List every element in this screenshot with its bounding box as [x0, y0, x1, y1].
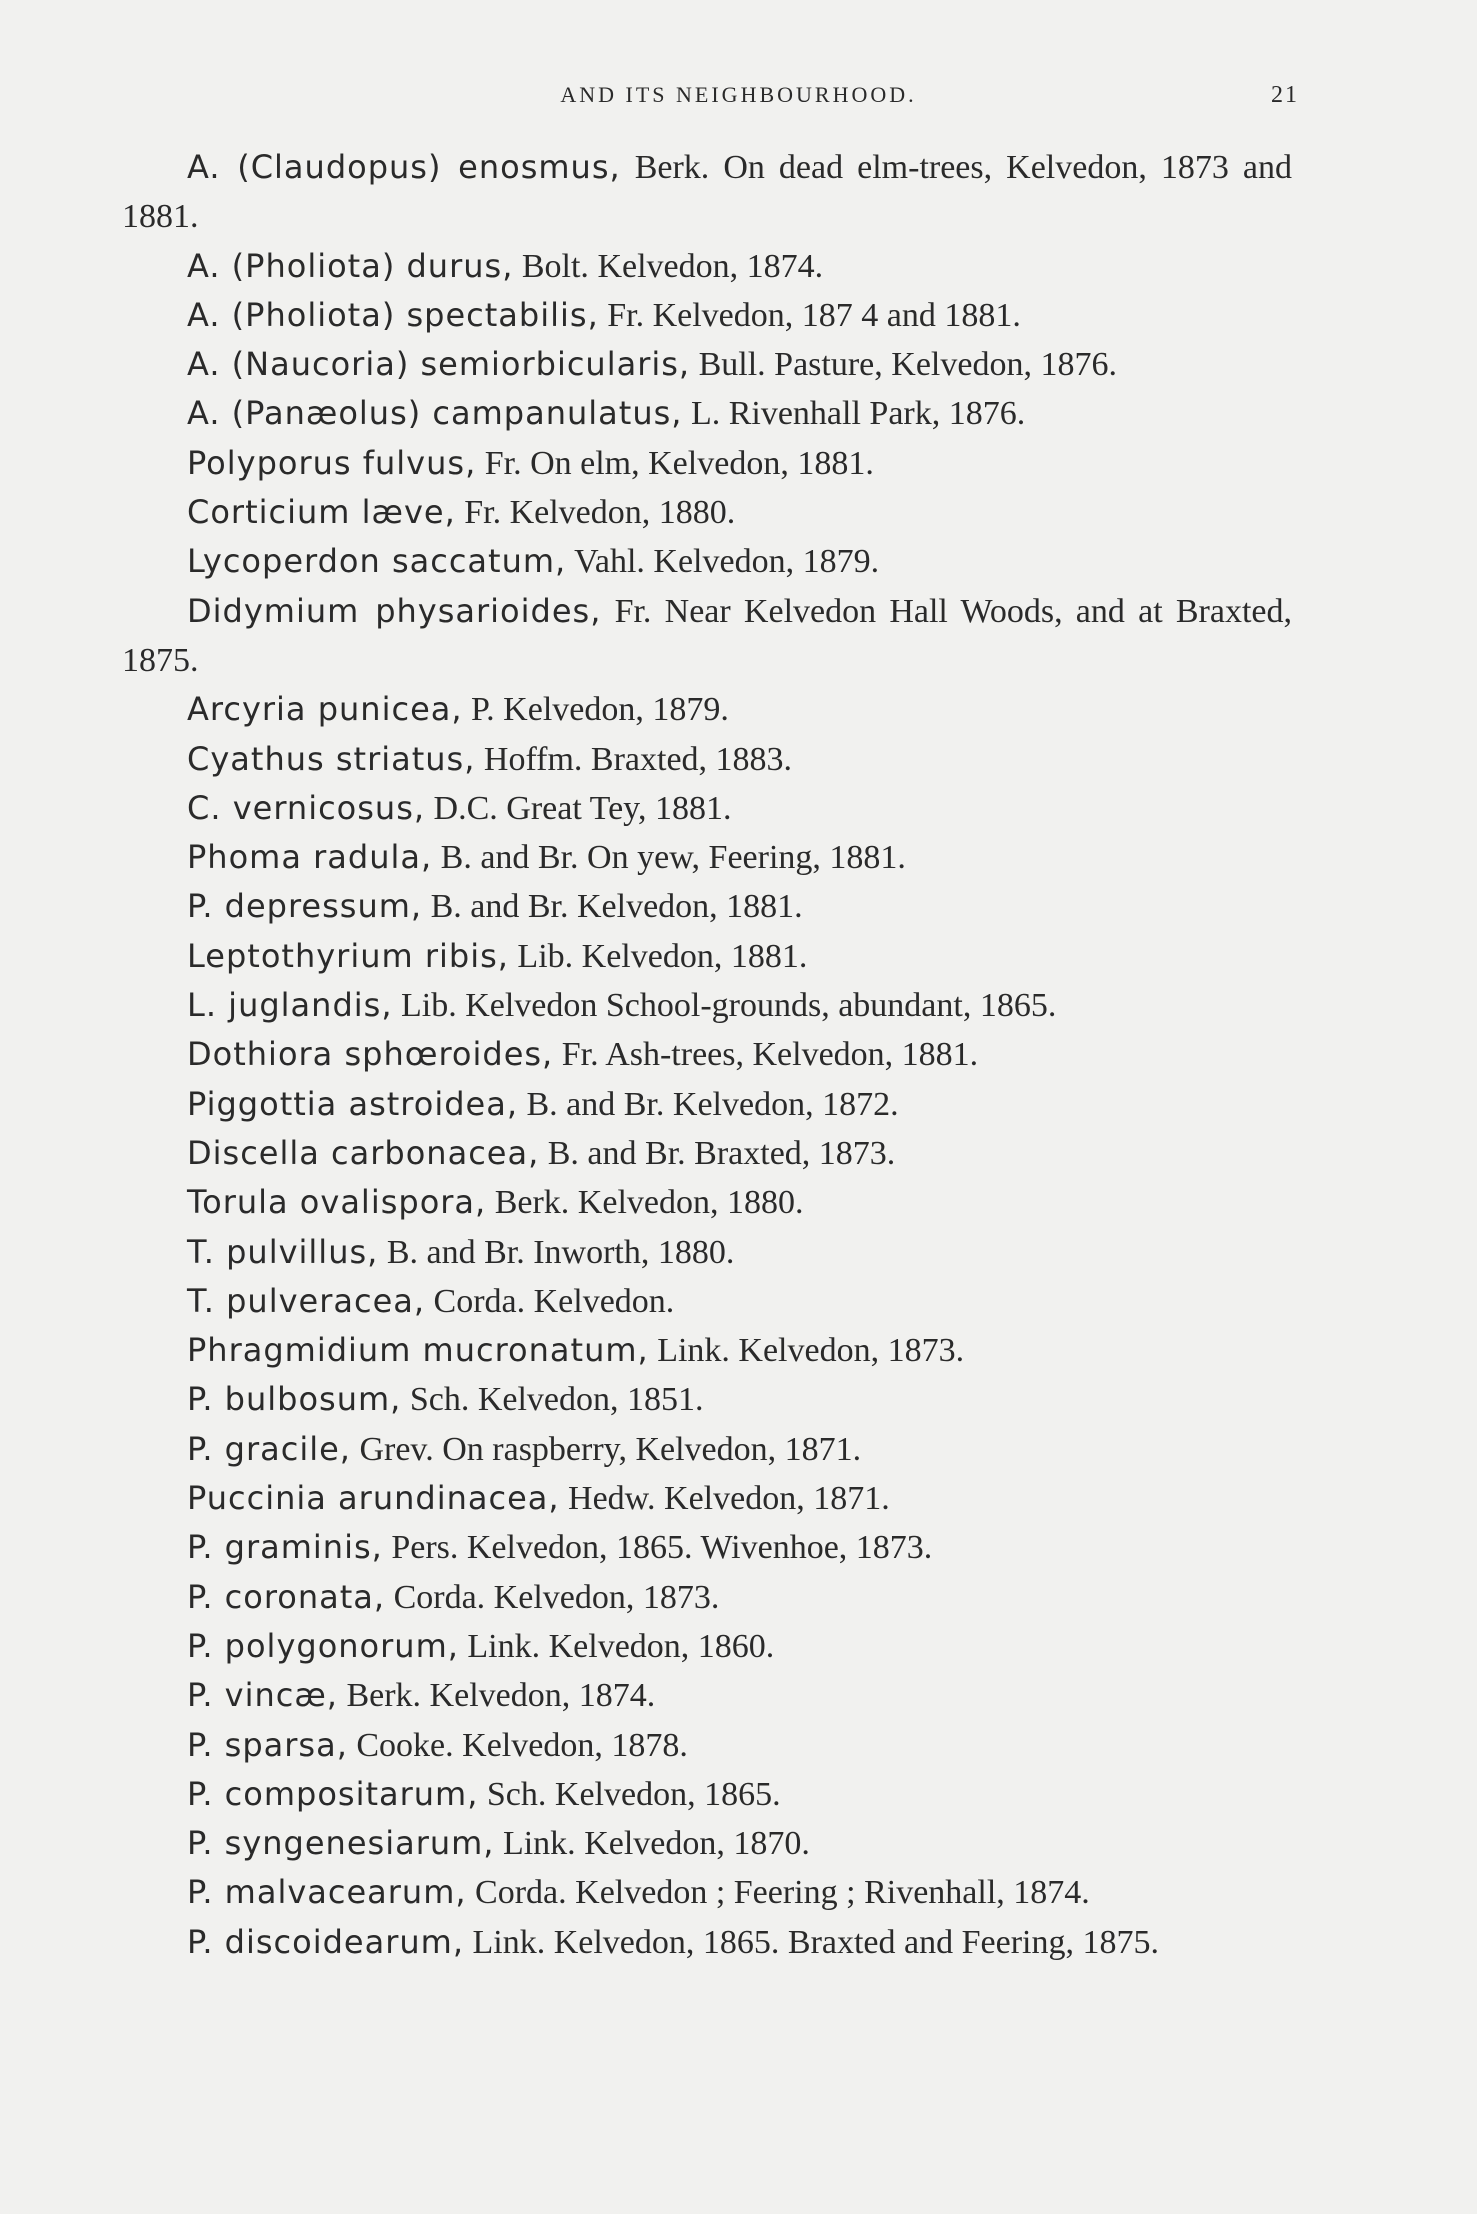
species-authority: Lib. — [508, 937, 574, 975]
species-entry — [122, 340, 1292, 389]
species-entry — [122, 1573, 1292, 1622]
species-name: P. vincæ, — [187, 1676, 338, 1715]
species-name: C. vernicosus, — [187, 788, 426, 827]
species-locality-note: Rivenhall Park, 1876. — [720, 395, 1026, 433]
species-locality-note: Kelvedon ; Feering ; Rivenhall, 1874. — [566, 1874, 1090, 1912]
species-name: P. bulbosum, — [187, 1380, 402, 1419]
species-entry — [122, 488, 1292, 537]
species-entry — [122, 242, 1292, 291]
species-locality-note: Kelvedon, 187 4 and 1881. — [644, 296, 1021, 334]
species-name: Arcyria punicea, — [187, 690, 463, 729]
species-locality-note: Kelvedon, 1879. — [644, 543, 880, 581]
species-authority: Sch. — [478, 1775, 547, 1813]
species-locality-note: Kelvedon, 1865. Braxted and Feering, 1875. — [545, 1923, 1159, 1961]
species-authority: Link. — [648, 1332, 730, 1370]
species-authority: Fr. — [553, 1036, 599, 1074]
species-entry — [122, 1326, 1292, 1375]
species-entry — [122, 981, 1292, 1030]
species-name: Phragmidium mucronatum, — [187, 1331, 649, 1370]
species-locality-note: Kelvedon, 1865. Wivenhoe, 1873. — [458, 1529, 933, 1567]
species-authority: Bull. — [690, 346, 766, 384]
species-name: Discella carbonacea, — [187, 1133, 540, 1172]
species-name: A. (Pholiota) durus, — [187, 246, 514, 285]
species-name: Polyporus fulvus, — [187, 443, 477, 482]
species-entry — [122, 143, 1292, 242]
species-locality-note: Kelvedon. — [525, 1282, 675, 1320]
species-locality-note: Braxted, 1883. — [582, 740, 793, 778]
species-name: Puccinia arundinacea, — [187, 1479, 560, 1518]
species-name: P. malvacearum, — [187, 1873, 467, 1912]
species-name: P. graminis, — [187, 1528, 383, 1567]
species-entry — [122, 537, 1292, 586]
species-authority: B. and Br. — [378, 1233, 525, 1271]
species-locality-note: Kelvedon, 1879. — [494, 691, 729, 729]
running-head — [0, 82, 1477, 118]
species-entry — [122, 1228, 1292, 1277]
species-locality-note: Kelvedon, 1872. — [664, 1085, 899, 1123]
species-entry — [122, 439, 1292, 488]
species-name: P. polygonorum, — [187, 1626, 459, 1665]
species-name: Dothiora sphœroides, — [187, 1035, 554, 1074]
species-locality-note: Kelvedon, 1874. — [421, 1677, 656, 1715]
species-entry — [122, 1819, 1292, 1868]
species-entry — [122, 1868, 1292, 1917]
species-authority: Cooke. — [347, 1726, 454, 1764]
species-locality-note: Kelvedon, 1881. — [573, 937, 808, 975]
species-entry — [122, 1918, 1292, 1967]
species-name: Piggottia astroidea, — [187, 1084, 518, 1123]
species-name: P. sparsa, — [187, 1725, 348, 1764]
species-name: Cyathus striatus, — [187, 739, 476, 778]
species-authority: Sch. — [401, 1381, 470, 1419]
species-authority: Hedw. — [559, 1480, 656, 1518]
species-locality-note: Pasture, Kelvedon, 1876. — [765, 346, 1117, 384]
species-locality-note: Near Kelvedon Hall Woods, and at Braxted, 1875. — [122, 592, 1292, 679]
species-locality-note: On dead elm-trees, Kelvedon, 1873 and 1881. — [122, 149, 1293, 236]
species-name: Phoma radula, — [187, 838, 433, 877]
species-locality-note: On elm, Kelvedon, 1881. — [521, 444, 874, 482]
species-entry — [122, 932, 1292, 981]
species-locality-note: Kelvedon, 1880. — [569, 1184, 804, 1222]
species-authority: L. — [682, 395, 721, 433]
species-authority: Fr. — [455, 494, 502, 532]
species-authority: Corda. — [466, 1874, 567, 1912]
species-name: A. (Claudopus) enosmus, — [187, 148, 621, 186]
species-name: Corticium læve, — [187, 493, 456, 532]
species-locality-note: Ash-trees, Kelvedon, 1881. — [598, 1036, 979, 1074]
species-entry — [122, 833, 1292, 882]
species-locality-note: Kelvedon, 1873. — [485, 1578, 720, 1616]
species-authority: Bolt. — [513, 247, 589, 285]
species-name: Torula ovalispora, — [187, 1183, 487, 1222]
species-authority: Corda. — [425, 1282, 526, 1320]
species-authority: Corda. — [385, 1578, 486, 1616]
species-name: A. (Panæolus) campanulatus, — [187, 394, 683, 433]
species-locality-note: Kelvedon, 1873. — [729, 1332, 965, 1370]
species-entry — [122, 1277, 1292, 1326]
species-authority: B. and Br. — [539, 1134, 686, 1172]
species-entry — [122, 1721, 1292, 1770]
species-entry — [122, 784, 1292, 833]
running-title: AND ITS NEIGHBOURHOOD. — [560, 82, 917, 107]
species-locality-note: On raspberry, Kelvedon, 1871. — [433, 1430, 862, 1468]
species-authority: Vahl. — [566, 543, 645, 581]
species-locality-note: On yew, Feering, 1881. — [578, 839, 906, 877]
species-locality-note: Great Tey, 1881. — [497, 789, 732, 827]
species-authority: D.C. — [425, 789, 498, 827]
species-authority: Link. — [494, 1825, 576, 1863]
species-locality-note: Kelvedon, 1871. — [655, 1480, 890, 1518]
species-entry — [122, 1375, 1292, 1424]
species-authority: B. and Br. — [517, 1085, 665, 1123]
species-entry — [122, 587, 1292, 686]
species-name: L. juglandis, — [187, 986, 393, 1025]
species-entry — [122, 1770, 1292, 1819]
species-name: P. depressum, — [187, 887, 423, 926]
species-entry — [122, 1129, 1292, 1178]
species-authority: Fr. — [601, 592, 652, 630]
species-entry — [122, 1671, 1292, 1720]
species-entry — [122, 1523, 1292, 1572]
species-list — [122, 143, 1292, 1967]
species-entry — [122, 1030, 1292, 1079]
species-authority: Berk. — [620, 149, 710, 186]
species-authority: P. — [462, 691, 495, 729]
species-authority: Fr. — [598, 296, 645, 334]
species-authority: Lib. — [392, 987, 457, 1025]
species-entry — [122, 1622, 1292, 1671]
species-entry — [122, 1474, 1292, 1523]
species-locality-note: Kelvedon, 1851. — [469, 1381, 704, 1419]
species-name: P. syngenesiarum, — [187, 1824, 495, 1863]
species-locality-note: Kelvedon, 1880. — [501, 494, 736, 532]
species-locality-note: Inworth, 1880. — [524, 1233, 735, 1271]
page-number: 21 — [1271, 82, 1299, 108]
species-name: P. coronata, — [187, 1577, 386, 1616]
species-locality-note: Kelvedon, 1874. — [588, 247, 824, 285]
species-name: T. pulveracea, — [187, 1281, 426, 1320]
species-locality-note: Kelvedon, 1878. — [453, 1726, 688, 1764]
species-entry — [122, 685, 1292, 734]
species-name: Lycoperdon saccatum, — [187, 542, 567, 581]
species-locality-note: Kelvedon, 1865. — [546, 1775, 781, 1813]
species-entry — [122, 735, 1292, 784]
species-entry — [122, 291, 1292, 340]
species-locality-note: Kelvedon, 1860. — [540, 1627, 775, 1665]
species-entry — [122, 882, 1292, 931]
species-authority: Berk. — [486, 1184, 570, 1222]
species-authority: B. and Br. — [422, 888, 569, 926]
species-authority: Link. — [463, 1923, 546, 1961]
species-authority: Grev. — [350, 1430, 434, 1468]
species-authority: B. and Br. — [432, 839, 579, 877]
species-name: P. compositarum, — [187, 1774, 479, 1813]
species-name: Didymium physarioides, — [187, 591, 602, 630]
species-authority: Pers. — [382, 1529, 459, 1567]
species-entry — [122, 1425, 1292, 1474]
species-name: A. (Pholiota) spectabilis, — [187, 295, 599, 334]
species-locality-note: Kelvedon School-grounds, abundant, 1865. — [456, 987, 1057, 1025]
species-name: Leptothyrium ribis, — [187, 936, 509, 975]
species-name: P. gracile, — [187, 1429, 351, 1468]
species-name: P. discoidearum, — [187, 1922, 464, 1961]
species-authority: Fr. — [476, 444, 522, 482]
species-authority: Link. — [458, 1627, 541, 1665]
species-entry — [122, 1178, 1292, 1227]
species-locality-note: Braxted, 1873. — [685, 1134, 896, 1172]
species-name: T. pulvillus, — [187, 1232, 379, 1271]
species-entry — [122, 1080, 1292, 1129]
species-entry — [122, 389, 1292, 438]
species-locality-note: Kelvedon, 1881. — [568, 888, 803, 926]
species-authority: Hoffm. — [475, 740, 583, 778]
species-locality-note: Kelvedon, 1870. — [575, 1825, 810, 1863]
species-authority: Berk. — [337, 1677, 422, 1715]
species-name: A. (Naucoria) semiorbicularis, — [187, 345, 691, 384]
